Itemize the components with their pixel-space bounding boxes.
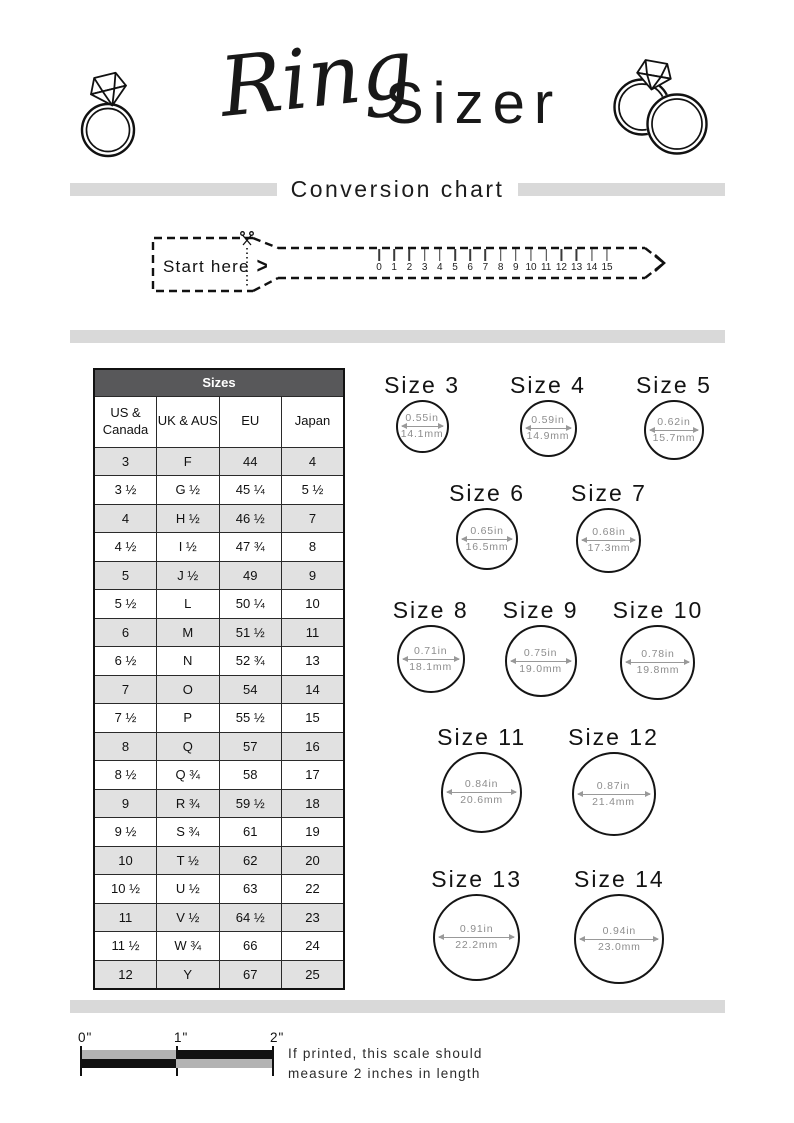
size-inches: 0.91in bbox=[459, 923, 494, 936]
table-row bbox=[94, 561, 344, 590]
conversion-table bbox=[93, 368, 345, 990]
table-cell: 17 bbox=[282, 761, 345, 790]
size-mm: 16.5mm bbox=[465, 540, 509, 553]
diameter-arrow-icon bbox=[626, 662, 689, 663]
table-row bbox=[94, 818, 344, 847]
ruler-number: 9 bbox=[513, 262, 519, 273]
table-row bbox=[94, 903, 344, 932]
size-circle-title: Size 14 bbox=[574, 866, 665, 892]
ruler-tick bbox=[437, 249, 443, 273]
size-mm: 17.3mm bbox=[587, 542, 631, 554]
table-cell: 10 bbox=[282, 590, 345, 619]
size-circle-title: Size 11 bbox=[437, 724, 527, 750]
size-circle bbox=[644, 400, 704, 460]
scale-segment bbox=[176, 1050, 272, 1059]
ruler-tick bbox=[541, 249, 551, 273]
size-circle bbox=[505, 625, 577, 697]
ruler-number: 3 bbox=[421, 262, 428, 273]
table-cell: M bbox=[157, 618, 220, 647]
table-cell: 11 ½ bbox=[94, 932, 157, 961]
scale-note bbox=[288, 1044, 483, 1083]
table-cell: 10 ½ bbox=[94, 875, 157, 904]
size-circle-title: Size 9 bbox=[502, 597, 579, 623]
table-cell: 55 ½ bbox=[219, 704, 282, 733]
table-cell: Q ¾ bbox=[157, 761, 220, 790]
table-cell: 6 bbox=[94, 618, 157, 647]
table-cell: 8 bbox=[94, 732, 157, 761]
size-circle-row bbox=[393, 597, 704, 700]
diameter-arrow-icon bbox=[402, 426, 443, 427]
table-row bbox=[94, 875, 344, 904]
diameter-arrow-icon bbox=[439, 937, 514, 938]
subtitle-right-bar bbox=[518, 183, 725, 196]
table-cell: 62 bbox=[219, 846, 282, 875]
ruler-number: 1 bbox=[391, 262, 397, 273]
ruler-tick-mark bbox=[545, 249, 547, 261]
size-circle-cell bbox=[431, 866, 522, 981]
ruler-tick bbox=[467, 249, 473, 273]
scale-segment bbox=[176, 1059, 272, 1068]
table-row bbox=[94, 704, 344, 733]
size-circle-title: Size 6 bbox=[449, 480, 525, 506]
table-cell: 20 bbox=[282, 846, 345, 875]
size-mm: 18.1mm bbox=[409, 660, 453, 673]
table-cell: 8 bbox=[282, 533, 345, 562]
ruler-tick-mark bbox=[454, 249, 456, 261]
size-mm: 22.2mm bbox=[455, 939, 498, 951]
size-inches: 0.84in bbox=[464, 778, 499, 791]
ruler-number: 6 bbox=[467, 262, 473, 273]
size-circle-title: Size 13 bbox=[431, 866, 522, 892]
ruler-tick-mark bbox=[591, 249, 593, 261]
table-cell: 4 bbox=[94, 504, 157, 533]
size-circle-title: Size 5 bbox=[635, 372, 712, 398]
ruler-number: 15 bbox=[601, 262, 613, 273]
size-circle-title: Size 10 bbox=[612, 597, 704, 623]
table-cell: 14 bbox=[282, 675, 345, 704]
table-cell: U ½ bbox=[157, 875, 220, 904]
ruler-tick-mark bbox=[439, 249, 441, 261]
ruler-tick-mark bbox=[485, 249, 487, 261]
diameter-arrow-icon bbox=[650, 430, 698, 431]
ruler-number: 13 bbox=[571, 262, 583, 273]
table-cell: 59 ½ bbox=[219, 789, 282, 818]
table-cell: 49 bbox=[219, 561, 282, 590]
table-cell: 50 ¼ bbox=[219, 590, 282, 619]
size-circle-row bbox=[449, 480, 647, 573]
ruler-tick-mark bbox=[606, 249, 608, 261]
size-circle-cell bbox=[613, 597, 704, 700]
table-cell: 7 ½ bbox=[94, 704, 157, 733]
size-circle-title: Size 7 bbox=[571, 480, 647, 506]
table-cell: 45 ¼ bbox=[219, 476, 282, 505]
size-inches: 0.75in bbox=[523, 646, 558, 659]
ruler bbox=[376, 249, 619, 276]
size-mm: 21.4mm bbox=[592, 795, 635, 808]
table-cell: 44 bbox=[219, 447, 282, 476]
ruler-tick-mark bbox=[515, 249, 517, 261]
table-row bbox=[94, 504, 344, 533]
diameter-arrow-icon bbox=[462, 539, 512, 540]
ruler-tick-mark bbox=[424, 249, 426, 261]
table-row bbox=[94, 476, 344, 505]
table-cell: 11 bbox=[282, 618, 345, 647]
table-cell: 61 bbox=[219, 818, 282, 847]
start-here-label-group bbox=[163, 256, 269, 278]
table-cell: 57 bbox=[219, 732, 282, 761]
table-cell: 25 bbox=[282, 960, 345, 989]
table-row bbox=[94, 761, 344, 790]
table-title: Sizes bbox=[94, 369, 344, 396]
scale-note-line1: If printed, this scale should bbox=[288, 1046, 483, 1061]
ruler-tick-mark bbox=[378, 249, 380, 261]
size-circle-cell bbox=[437, 724, 526, 833]
size-circle-cell bbox=[574, 866, 665, 984]
table-cell: W ¾ bbox=[157, 932, 220, 961]
size-inches: 0.62in bbox=[657, 415, 691, 428]
scale-segment bbox=[82, 1050, 176, 1059]
size-table-body bbox=[94, 447, 344, 989]
size-circle bbox=[520, 400, 577, 457]
size-inches: 0.68in bbox=[592, 526, 626, 539]
scale-label-2: 2" bbox=[270, 1030, 285, 1045]
size-inches: 0.71in bbox=[413, 644, 448, 657]
table-cell: Q bbox=[157, 732, 220, 761]
size-circle-row bbox=[431, 866, 664, 984]
table-cell: 63 bbox=[219, 875, 282, 904]
ruler-tick-mark bbox=[500, 249, 502, 261]
ruler-number: 11 bbox=[540, 262, 552, 273]
table-cell: 9 bbox=[94, 789, 157, 818]
table-cell: 8 ½ bbox=[94, 761, 157, 790]
table-cell: 11 bbox=[94, 903, 157, 932]
table-cell: R ¾ bbox=[157, 789, 220, 818]
diameter-arrow-icon bbox=[403, 659, 459, 660]
size-inches: 0.55in bbox=[405, 412, 439, 425]
ruler-number: 7 bbox=[482, 262, 489, 273]
ruler-tick bbox=[525, 249, 536, 273]
table-cell: 51 ½ bbox=[219, 618, 282, 647]
ruler-tick bbox=[556, 249, 567, 273]
size-inches: 0.65in bbox=[470, 524, 504, 537]
table-cell: 5 ½ bbox=[94, 590, 157, 619]
subtitle-row bbox=[70, 176, 725, 202]
print-scale bbox=[80, 1030, 550, 1085]
table-cell: Y bbox=[157, 960, 220, 989]
size-circle bbox=[456, 508, 518, 570]
size-circle-row bbox=[437, 724, 659, 836]
table-row bbox=[94, 960, 344, 989]
ruler-tick bbox=[391, 249, 397, 273]
divider-bar-bottom bbox=[70, 1000, 725, 1013]
subtitle: Conversion chart bbox=[290, 175, 505, 202]
table-cell: 67 bbox=[219, 960, 282, 989]
diameter-arrow-icon bbox=[578, 794, 650, 795]
ruler-tick bbox=[513, 249, 519, 273]
table-cell: V ½ bbox=[157, 903, 220, 932]
column-header-eu: EU bbox=[219, 396, 282, 447]
size-mm: 23.0mm bbox=[597, 940, 641, 953]
size-circle bbox=[572, 752, 656, 836]
table-cell: 12 bbox=[94, 960, 157, 989]
table-cell: L bbox=[157, 590, 220, 619]
table-cell: 9 bbox=[282, 561, 345, 590]
size-mm: 19.8mm bbox=[636, 664, 680, 676]
ruler-tick bbox=[376, 249, 382, 273]
table-cell: F bbox=[157, 447, 220, 476]
table-row bbox=[94, 932, 344, 961]
size-circle-cell bbox=[510, 372, 586, 457]
size-circle-title: Size 4 bbox=[510, 372, 586, 398]
table-cell: 54 bbox=[219, 675, 282, 704]
table-cell: I ½ bbox=[157, 533, 220, 562]
size-circle-cell bbox=[393, 597, 469, 693]
table-row bbox=[94, 447, 344, 476]
table-cell: 47 ¾ bbox=[219, 533, 282, 562]
size-circle bbox=[574, 894, 664, 984]
size-circle bbox=[396, 400, 449, 453]
size-circle-cell bbox=[636, 372, 712, 460]
size-circle bbox=[620, 625, 695, 700]
size-inches: 0.78in bbox=[641, 648, 675, 661]
table-cell: O bbox=[157, 675, 220, 704]
table-row bbox=[94, 647, 344, 676]
table-cell: 3 ½ bbox=[94, 476, 157, 505]
table-cell: 13 bbox=[282, 647, 345, 676]
divider-bar-top bbox=[70, 330, 725, 343]
size-circle-cell bbox=[571, 480, 647, 573]
ruler-tick bbox=[601, 249, 612, 273]
table-cell: 22 bbox=[282, 875, 345, 904]
size-circle-cell bbox=[384, 372, 460, 453]
ruler-tick-mark bbox=[409, 249, 411, 261]
column-header-uk-aus: UK & AUS bbox=[157, 396, 220, 447]
table-cell: 7 bbox=[282, 504, 345, 533]
table-row bbox=[94, 732, 344, 761]
ruler-tick bbox=[422, 249, 428, 273]
size-mm: 14.1mm bbox=[400, 428, 444, 440]
size-circle-cell bbox=[503, 597, 579, 697]
table-cell: 66 bbox=[219, 932, 282, 961]
table-cell: 10 bbox=[94, 846, 157, 875]
table-cell: 7 bbox=[94, 675, 157, 704]
table-cell: 5 ½ bbox=[282, 476, 345, 505]
table-row bbox=[94, 590, 344, 619]
size-mm: 19.0mm bbox=[519, 662, 562, 675]
table-cell: 5 bbox=[94, 561, 157, 590]
ruler-tick-mark bbox=[393, 249, 395, 261]
ruler-number: 0 bbox=[376, 262, 382, 273]
diameter-arrow-icon bbox=[582, 540, 635, 541]
ruler-tick bbox=[586, 249, 597, 273]
ruler-number: 12 bbox=[555, 262, 567, 273]
table-cell: T ½ bbox=[157, 846, 220, 875]
scale-tick-2 bbox=[272, 1046, 274, 1076]
table-row bbox=[94, 789, 344, 818]
scale-note-line2: measure 2 inches in length bbox=[288, 1065, 481, 1081]
size-inches: 0.87in bbox=[596, 779, 631, 792]
ruler-tick-mark bbox=[469, 249, 471, 261]
diamond-ring-icon bbox=[76, 66, 140, 160]
page-title-script: Ring bbox=[215, 21, 418, 136]
page-title: Sizer bbox=[385, 71, 563, 136]
table-cell: 4 bbox=[282, 447, 345, 476]
size-circle bbox=[433, 894, 520, 981]
column-header-us-canada: US & Canada bbox=[94, 396, 157, 447]
table-cell: 46 ½ bbox=[219, 504, 282, 533]
diameter-arrow-icon bbox=[526, 428, 571, 429]
table-cell: 15 bbox=[282, 704, 345, 733]
size-circle-row bbox=[384, 372, 712, 460]
table-cell: 24 bbox=[282, 932, 345, 961]
size-circle-title: Size 8 bbox=[392, 597, 469, 623]
size-circle-title: Size 12 bbox=[568, 724, 659, 750]
table-cell: 16 bbox=[282, 732, 345, 761]
table-cell: P bbox=[157, 704, 220, 733]
size-circle-cell bbox=[449, 480, 525, 570]
table-cell: S ¾ bbox=[157, 818, 220, 847]
size-mm: 14.9mm bbox=[526, 430, 570, 442]
table-cell: 18 bbox=[282, 789, 345, 818]
table-cell: 19 bbox=[282, 818, 345, 847]
size-inches: 0.94in bbox=[602, 924, 637, 937]
column-header-japan: Japan bbox=[282, 396, 345, 447]
ruler-tick bbox=[407, 249, 413, 273]
ruler-number: 10 bbox=[525, 262, 537, 273]
table-cell: J ½ bbox=[157, 561, 220, 590]
table-cell: G ½ bbox=[157, 476, 220, 505]
table-cell: 58 bbox=[219, 761, 282, 790]
ruler-tick bbox=[571, 249, 582, 273]
scale-label-1: 1" bbox=[174, 1030, 189, 1045]
size-circles bbox=[360, 368, 736, 984]
ruler-tick-mark bbox=[530, 249, 532, 261]
table-cell: 23 bbox=[282, 903, 345, 932]
table-cell: H ½ bbox=[157, 504, 220, 533]
table-row bbox=[94, 675, 344, 704]
start-here-label: Start here bbox=[163, 257, 250, 276]
size-circle-title: Size 3 bbox=[384, 372, 461, 398]
table-cell: 3 bbox=[94, 447, 157, 476]
size-circle bbox=[397, 625, 465, 693]
diameter-arrow-icon bbox=[447, 792, 516, 793]
ruler-number: 5 bbox=[452, 262, 458, 273]
size-circle-cell bbox=[568, 724, 659, 836]
ruler-number: 4 bbox=[437, 262, 443, 273]
size-mm: 15.7mm bbox=[652, 431, 696, 444]
diameter-arrow-icon bbox=[580, 939, 658, 940]
size-mm: 20.6mm bbox=[460, 794, 503, 806]
table-cell: 52 ¾ bbox=[219, 647, 282, 676]
table-cell: 6 ½ bbox=[94, 647, 157, 676]
table-cell: 9 ½ bbox=[94, 818, 157, 847]
size-circle bbox=[576, 508, 641, 573]
ruler-tick bbox=[498, 249, 504, 273]
table-cell: 4 ½ bbox=[94, 533, 157, 562]
ruler-tick-mark bbox=[576, 249, 578, 261]
ruler-number: 8 bbox=[497, 262, 504, 273]
ruler-tick-mark bbox=[561, 249, 563, 261]
table-row bbox=[94, 846, 344, 875]
ruler-tick bbox=[452, 249, 458, 273]
ruler-number: 14 bbox=[586, 262, 598, 273]
size-circle bbox=[441, 752, 522, 833]
table-row bbox=[94, 618, 344, 647]
scale-label-0: 0" bbox=[78, 1030, 93, 1045]
start-here-chevron-icon: > bbox=[256, 254, 269, 279]
scale-segment bbox=[82, 1059, 176, 1068]
wedding-rings-icon bbox=[606, 46, 714, 162]
ruler-tick bbox=[483, 249, 489, 273]
diameter-arrow-icon bbox=[511, 661, 571, 662]
ruler-number: 2 bbox=[406, 262, 413, 273]
size-inches: 0.59in bbox=[531, 414, 565, 427]
table-row bbox=[94, 533, 344, 562]
table-cell: N bbox=[157, 647, 220, 676]
subtitle-left-bar bbox=[70, 183, 277, 196]
table-cell: 64 ½ bbox=[219, 903, 282, 932]
